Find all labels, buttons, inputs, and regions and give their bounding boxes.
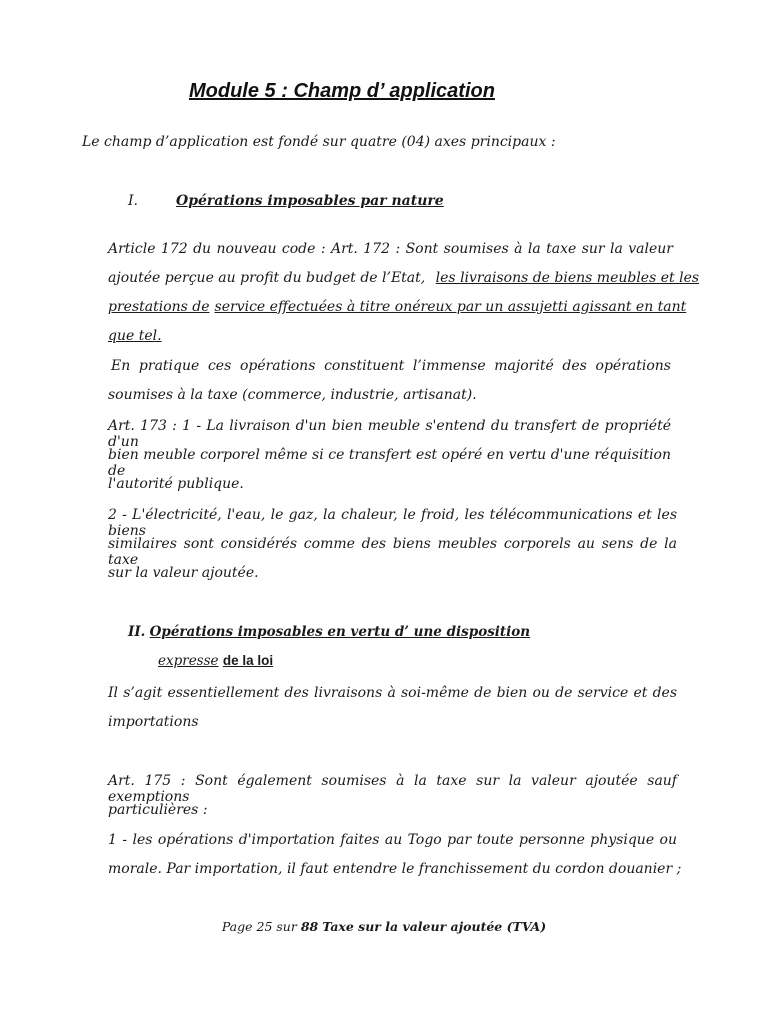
section-1-number: I. [128, 193, 138, 209]
art172-line2 [108, 270, 699, 286]
section-1-heading [128, 193, 444, 209]
section-2-title-expresse: expresse [158, 653, 219, 669]
pratique-line1: En pratique ces opérations constituent l’immense majorité des opérations [111, 358, 671, 374]
section-2-title-line1: Opérations imposables en vertu d’ une disposition [149, 624, 531, 640]
art173-2-line1: 2 - L'électricité, l'eau, le gaz, la chaleur, le froid, les télécommunications et les biens [108, 507, 677, 539]
art172-line1: Article 172 du nouveau code : Art. 172 : Sont soumises à la taxe sur la valeur [108, 241, 673, 257]
footer-doc-title: Taxe sur la valeur ajoutée (TVA) [322, 919, 547, 934]
footer-page-current: 25 [256, 919, 273, 934]
art173-2-line3: sur la valeur ajoutée. [108, 565, 259, 581]
section-2-title-de-la-loi: de la loi [222, 653, 274, 668]
page-footer [0, 919, 768, 934]
item1-line2: morale. Par importation, il faut entendre le franchissement du cordon douanier ; [108, 861, 682, 877]
art172-line3 [108, 299, 686, 315]
art172-line2-underlined: les livraisons de biens meubles et les [435, 270, 700, 286]
item1-line1: 1 - les opérations d'importation faites au Togo par toute personne physique ou [108, 832, 677, 848]
section-2-para-line2: importations [108, 714, 199, 730]
art172-line4: que tel. [108, 328, 162, 344]
footer-page-label: Page [221, 919, 253, 934]
art173-line2: bien meuble corporel même si ce transfert est opéré en vertu d'une réquisition de [108, 447, 671, 479]
art172-line3-b: service effectuées à titre onéreux par un assujetti agissant en tant [214, 299, 687, 315]
section-1-title: Opérations imposables par nature [176, 193, 444, 209]
footer-page-total: 88 [300, 919, 319, 934]
pratique-line2: soumises à la taxe (commerce, industrie, artisanat). [108, 387, 477, 403]
section-2-heading-line2 [158, 653, 273, 669]
page-title: Module 5 : Champ d’ application [189, 80, 495, 102]
section-2-number: II. [128, 624, 146, 640]
art173-line1: Art. 173 : 1 - La livraison d'un bien meuble s'entend du transfert de propriété d'un [108, 418, 671, 450]
art172-line2-plain: ajoutée perçue au profit du budget de l’Etat, [108, 270, 430, 286]
art173-line3: l'autorité publique. [108, 476, 244, 492]
art175-line1: Art. 175 : Sont également soumises à la taxe sur la valeur ajoutée sauf exemptions [108, 773, 677, 805]
footer-of-label: sur [276, 919, 297, 934]
section-2-heading-line1 [128, 624, 530, 640]
art173-2-line2: similaires sont considérés comme des biens meubles corporels au sens de la taxe [108, 536, 677, 568]
art172-line3-a: prestations de [108, 299, 210, 315]
intro-text: Le champ d’application est fondé sur quatre (04) axes principaux : [82, 134, 556, 150]
section-2-para-line1: Il s’agit essentiellement des livraisons à soi-même de bien ou de service et des [108, 685, 677, 701]
art175-line2: particulières : [108, 802, 208, 818]
